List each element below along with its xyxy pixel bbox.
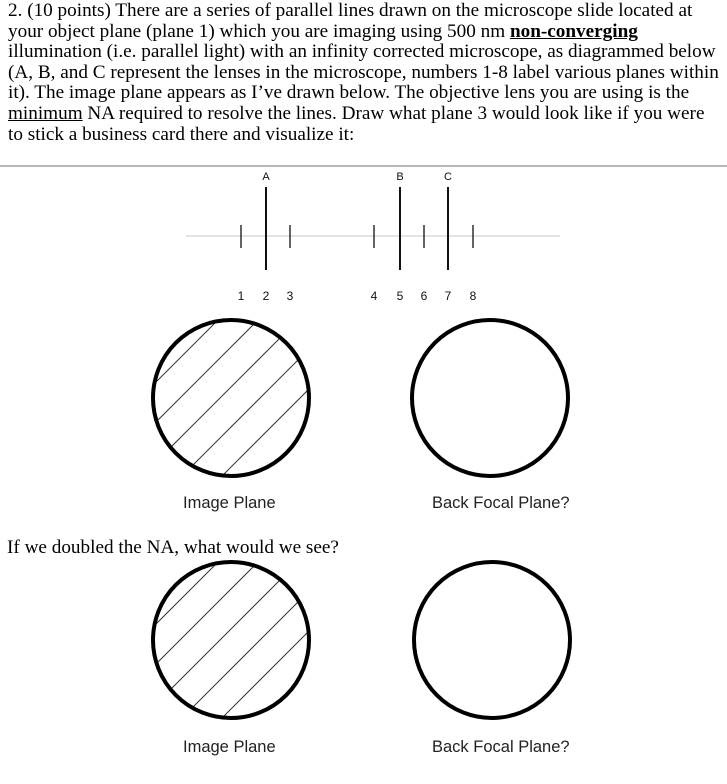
image-plane-caption-bottom: Image Plane [183,738,276,756]
question-2: If we doubled the NA, what would we see? [7,537,339,558]
plane-number-8: 8 [469,289,477,303]
lens-label-c: C [444,171,452,183]
problem-text-b: illumination (i.e. parallel light) with an infinity corrected microscope, as diagrammed below (A, B, and C represent the lenses in the microscope, numbers 1-8 label various planes within it). The image plane appears as I’ve drawn below. The objective lens you are using is the [8,41,719,104]
problem-text-a: 2. (10 points) There are a series of parallel lines drawn on the microscope slide located at your object plane (plane 1) which you are imaging using 500 nm [8,0,693,42]
image-plane-circle-bottom [153,562,309,718]
plane-number-2: 2 [262,289,270,303]
image-plane-circle-top [153,320,309,476]
plane-number-4: 4 [370,289,378,303]
lens-label-a: A [262,171,270,183]
image-plane-caption-top: Image Plane [183,494,276,512]
problem-underline: minimum [8,102,83,124]
plane-number-3: 3 [286,289,294,303]
back-focal-plane-caption-top: Back Focal Plane? [432,494,570,512]
plane-number-5: 5 [396,289,404,303]
lens-label-b: B [396,171,404,183]
back-focal-plane-caption-bottom: Back Focal Plane? [432,738,570,756]
plane-number-1: 1 [237,289,245,303]
problem-text-c: NA required to resolve the lines. Draw what plane 3 would look like if you were to stick a business card there and visualize it: [8,102,705,145]
plane-number-6: 6 [420,289,428,303]
back-focal-plane-circle-bottom [414,562,570,718]
problem-emphasis: non-converging [509,20,638,42]
back-focal-plane-circle-top [412,320,568,476]
plane-number-7: 7 [444,289,452,303]
